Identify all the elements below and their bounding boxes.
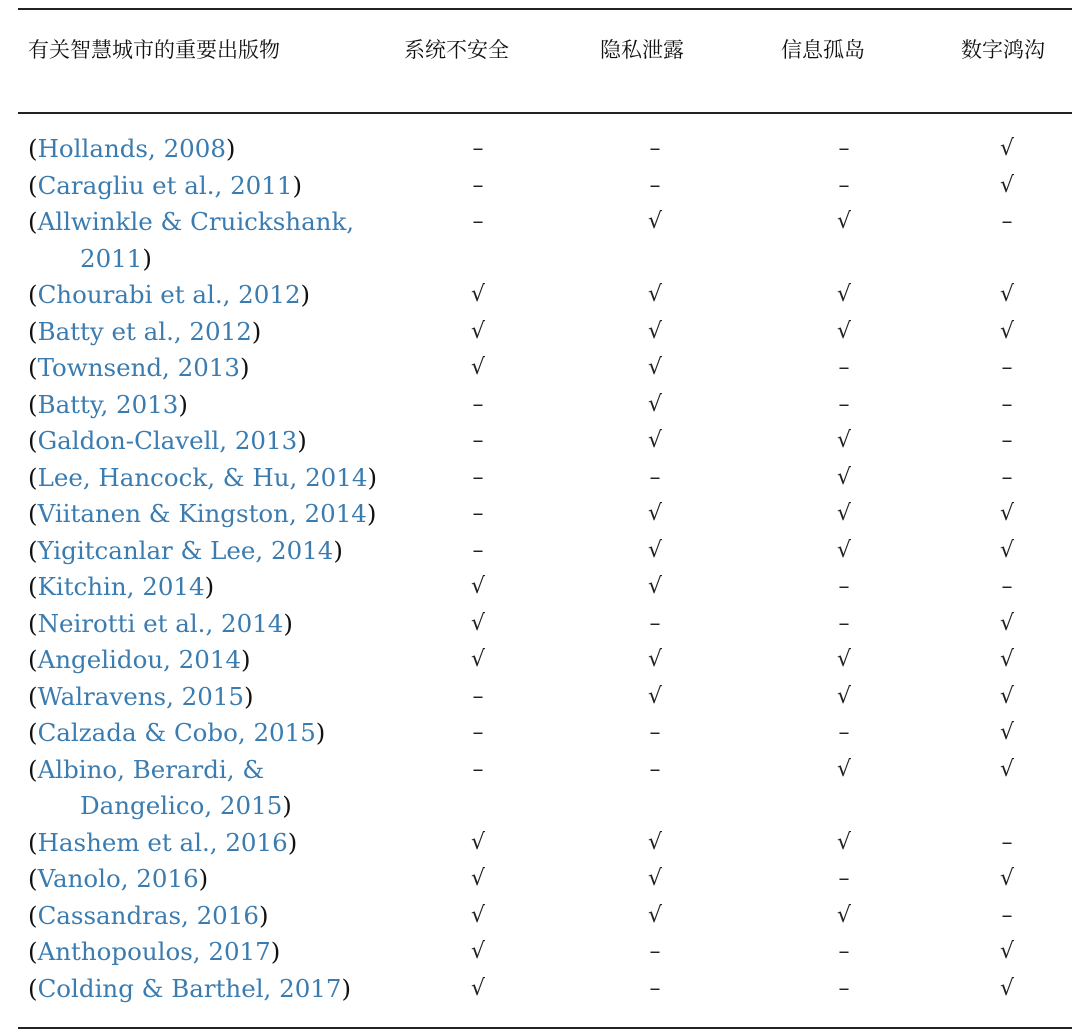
information-silo-mark: √: [836, 756, 852, 782]
table-row: [0, 387, 1080, 424]
table-row: [0, 204, 1080, 277]
information-silo-mark: √: [836, 829, 852, 855]
reference-citation[interactable]: (Allwinkle & Cruickshank, 2011): [28, 207, 355, 273]
reference-citation[interactable]: (Batty, 2013): [28, 389, 188, 419]
system-insecurity-mark: √: [470, 866, 486, 891]
system-insecurity-mark: –: [472, 428, 484, 453]
reference-link[interactable]: Walravens, 2015: [37, 681, 244, 711]
system-insecurity-mark: √: [470, 829, 486, 855]
reference-link[interactable]: Vanolo, 2016: [37, 864, 199, 893]
reference-link[interactable]: Dangelico, 2015: [80, 791, 283, 820]
digital-divide-mark: –: [1001, 574, 1013, 599]
table-row: [0, 423, 1080, 460]
privacy-leak-mark: –: [649, 720, 661, 745]
reference-citation[interactable]: (Galdon-Clavell, 2013): [28, 426, 307, 455]
system-insecurity-mark: √: [470, 318, 486, 344]
table-row: [0, 131, 1080, 168]
system-insecurity-mark: –: [472, 172, 484, 198]
reference-link[interactable]: Viitanen & Kingston, 2014: [37, 499, 367, 528]
header-publications: 有关智慧城市的重要出版物: [28, 38, 280, 62]
reference-link[interactable]: Anthopoulos, 2017: [37, 937, 271, 966]
privacy-leak-mark: –: [649, 939, 661, 964]
table-row: [0, 569, 1080, 606]
reference-citation[interactable]: (Walravens, 2015): [28, 681, 254, 711]
privacy-leak-mark: √: [647, 318, 663, 344]
information-silo-mark: –: [838, 355, 850, 380]
reference-citation[interactable]: (Hashem et al., 2016): [28, 827, 298, 857]
digital-divide-mark: √: [999, 939, 1015, 964]
information-silo-mark: –: [838, 574, 850, 599]
privacy-leak-mark: √: [647, 209, 663, 234]
table-row: [0, 277, 1080, 314]
privacy-leak-mark: √: [647, 829, 663, 855]
digital-divide-mark: √: [999, 756, 1015, 782]
reference-link[interactable]: Caragliu et al., 2011: [37, 170, 293, 200]
system-insecurity-mark: √: [470, 610, 486, 636]
reference-link[interactable]: Chourabi et al., 2012: [37, 280, 301, 309]
table-row: [0, 679, 1080, 716]
digital-divide-mark: –: [1001, 428, 1013, 453]
privacy-leak-mark: √: [647, 683, 663, 709]
table-row: [0, 496, 1080, 533]
information-silo-mark: √: [836, 318, 852, 344]
information-silo-mark: –: [838, 975, 850, 1001]
reference-link[interactable]: Lee, Hancock, & Hu, 2014: [37, 462, 368, 492]
information-silo-mark: √: [836, 683, 852, 709]
privacy-leak-mark: √: [647, 282, 663, 307]
digital-divide-mark: √: [999, 720, 1015, 745]
digital-divide-mark: √: [999, 318, 1015, 344]
reference-link[interactable]: Angelidou, 2014: [37, 645, 242, 674]
system-insecurity-mark: –: [472, 391, 484, 417]
reference-citation[interactable]: (Caragliu et al., 2011): [28, 170, 303, 200]
system-insecurity-mark: √: [470, 355, 486, 380]
digital-divide-mark: √: [999, 647, 1015, 672]
reference-citation[interactable]: (Cassandras, 2016): [28, 900, 269, 930]
table-row: [0, 350, 1080, 387]
system-insecurity-mark: –: [472, 209, 484, 234]
privacy-leak-mark: –: [649, 756, 661, 782]
reference-link[interactable]: Hollands, 2008: [37, 134, 226, 163]
digital-divide-mark: √: [999, 136, 1015, 161]
information-silo-mark: √: [836, 282, 852, 307]
table-bottom-rule: [18, 1027, 1072, 1029]
privacy-leak-mark: –: [649, 136, 661, 161]
reference-link[interactable]: Kitchin, 2014: [37, 572, 205, 601]
privacy-leak-mark: √: [647, 391, 663, 417]
privacy-leak-mark: –: [649, 610, 661, 636]
system-insecurity-mark: –: [472, 501, 484, 526]
digital-divide-mark: –: [1001, 391, 1013, 417]
information-silo-mark: –: [838, 172, 850, 198]
system-insecurity-mark: –: [472, 136, 484, 161]
table-body: [0, 131, 1080, 1007]
privacy-leak-mark: –: [649, 464, 661, 490]
system-insecurity-mark: √: [470, 939, 486, 964]
system-insecurity-mark: √: [470, 574, 486, 599]
reference-link[interactable]: Yigitcanlar & Lee, 2014: [37, 535, 334, 565]
reference-link[interactable]: Hashem et al., 2016: [37, 827, 288, 857]
digital-divide-mark: √: [999, 172, 1015, 198]
table-row: [0, 898, 1080, 935]
system-insecurity-mark: –: [472, 756, 484, 782]
digital-divide-mark: –: [1001, 209, 1013, 234]
table-row: [0, 606, 1080, 643]
digital-divide-mark: –: [1001, 464, 1013, 490]
reference-citation[interactable]: (Townsend, 2013): [28, 353, 250, 382]
table-row: [0, 861, 1080, 898]
header-digital-divide: 数字鸿沟: [961, 38, 1045, 62]
table-row: [0, 314, 1080, 351]
information-silo-mark: –: [838, 391, 850, 417]
information-silo-mark: √: [836, 501, 852, 526]
digital-divide-mark: √: [999, 866, 1015, 891]
system-insecurity-mark: √: [470, 902, 486, 928]
system-insecurity-mark: –: [472, 683, 484, 709]
information-silo-mark: √: [836, 537, 852, 563]
reference-citation[interactable]: (Viitanen & Kingston, 2014): [28, 499, 377, 528]
system-insecurity-mark: –: [472, 537, 484, 563]
reference-citation[interactable]: (Hollands, 2008): [28, 134, 236, 163]
digital-divide-mark: √: [999, 537, 1015, 563]
digital-divide-mark: √: [999, 501, 1015, 526]
reference-link[interactable]: Galdon-Clavell, 2013: [37, 426, 298, 455]
digital-divide-mark: –: [1001, 902, 1013, 928]
table-row: [0, 825, 1080, 862]
privacy-leak-mark: √: [647, 902, 663, 928]
reference-link[interactable]: 2011: [80, 243, 143, 273]
system-insecurity-mark: √: [470, 647, 486, 672]
information-silo-mark: –: [838, 136, 850, 161]
digital-divide-mark: –: [1001, 829, 1013, 855]
privacy-leak-mark: √: [647, 537, 663, 563]
table-row: [0, 715, 1080, 752]
table-row: [0, 752, 1080, 825]
reference-citation[interactable]: (Batty et al., 2012): [28, 316, 262, 346]
reference-citation[interactable]: (Albino, Berardi, & Dangelico, 2015): [28, 754, 292, 820]
table-top-rule: [18, 8, 1072, 10]
system-insecurity-mark: –: [472, 464, 484, 490]
digital-divide-mark: √: [999, 683, 1015, 709]
reference-link[interactable]: Cassandras, 2016: [37, 900, 259, 930]
information-silo-mark: –: [838, 720, 850, 745]
privacy-leak-mark: √: [647, 866, 663, 891]
information-silo-mark: –: [838, 939, 850, 964]
digital-divide-mark: √: [999, 610, 1015, 636]
privacy-leak-mark: √: [647, 428, 663, 453]
information-silo-mark: √: [836, 209, 852, 234]
digital-divide-mark: √: [999, 282, 1015, 307]
table-row: [0, 533, 1080, 570]
table-row: [0, 971, 1080, 1008]
table-row: [0, 460, 1080, 497]
reference-citation[interactable]: (Angelidou, 2014): [28, 645, 251, 674]
table-header: [0, 34, 1080, 68]
information-silo-mark: √: [836, 428, 852, 453]
table-row: [0, 642, 1080, 679]
reference-citation[interactable]: (Chourabi et al., 2012): [28, 280, 311, 309]
reference-citation[interactable]: (Calzada & Cobo, 2015): [28, 718, 326, 747]
reference-link[interactable]: Colding & Barthel, 2017: [37, 973, 342, 1003]
system-insecurity-mark: √: [470, 975, 486, 1001]
reference-citation[interactable]: (Vanolo, 2016): [28, 864, 209, 893]
privacy-leak-mark: √: [647, 501, 663, 526]
reference-link[interactable]: Albino, Berardi, &: [37, 754, 265, 784]
table-row: [0, 168, 1080, 205]
table-header-rule: [18, 112, 1072, 114]
information-silo-mark: √: [836, 647, 852, 672]
digital-divide-mark: √: [999, 975, 1015, 1001]
reference-link[interactable]: Allwinkle & Cruickshank,: [37, 207, 355, 236]
reference-citation[interactable]: (Lee, Hancock, & Hu, 2014): [28, 462, 378, 492]
information-silo-mark: √: [836, 902, 852, 928]
system-insecurity-mark: –: [472, 720, 484, 745]
privacy-leak-mark: √: [647, 647, 663, 672]
reference-link[interactable]: Batty, 2013: [37, 389, 179, 419]
header-privacy-leak: 隐私泄露: [600, 38, 684, 62]
reference-citation[interactable]: (Neirotti et al., 2014): [28, 608, 293, 638]
privacy-leak-mark: –: [649, 975, 661, 1001]
reference-link[interactable]: Townsend, 2013: [37, 353, 240, 382]
reference-link[interactable]: Batty et al., 2012: [37, 316, 252, 346]
reference-citation[interactable]: (Kitchin, 2014): [28, 572, 215, 601]
digital-divide-mark: –: [1001, 355, 1013, 380]
reference-link[interactable]: Calzada & Cobo, 2015: [37, 718, 316, 747]
information-silo-mark: √: [836, 464, 852, 490]
reference-link[interactable]: Neirotti et al., 2014: [37, 608, 284, 638]
system-insecurity-mark: √: [470, 282, 486, 307]
table-row: [0, 934, 1080, 971]
reference-citation[interactable]: (Yigitcanlar & Lee, 2014): [28, 535, 343, 565]
reference-citation[interactable]: (Colding & Barthel, 2017): [28, 973, 352, 1003]
privacy-leak-mark: –: [649, 172, 661, 198]
privacy-leak-mark: √: [647, 355, 663, 380]
information-silo-mark: –: [838, 866, 850, 891]
header-system-insecurity: 系统不安全: [404, 38, 509, 62]
information-silo-mark: –: [838, 610, 850, 636]
header-information-silo: 信息孤岛: [781, 38, 865, 62]
privacy-leak-mark: √: [647, 574, 663, 599]
reference-citation[interactable]: (Anthopoulos, 2017): [28, 937, 281, 966]
